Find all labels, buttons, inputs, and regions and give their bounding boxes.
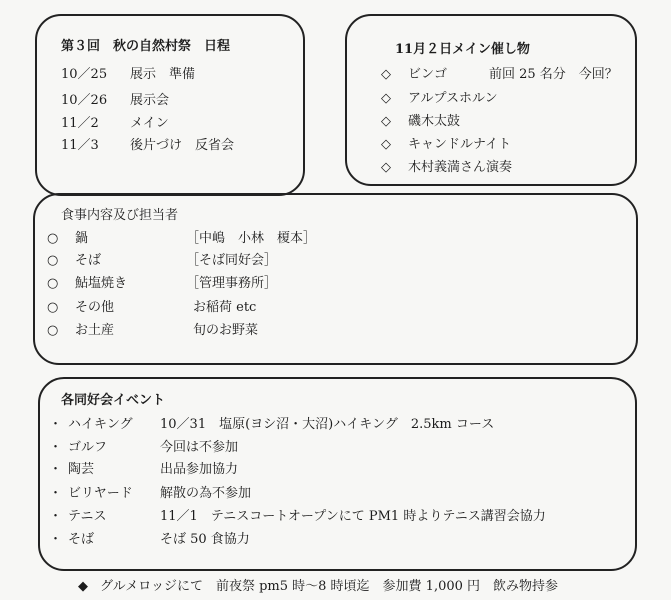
club-name: ビリヤード xyxy=(68,486,133,501)
main-event-note: 前回 25 名分 今回？ xyxy=(489,67,618,82)
food-item: そば xyxy=(75,253,102,268)
club-name: テニス xyxy=(68,509,107,524)
dot-bullet-icon: ・ xyxy=(49,486,63,501)
dot-bullet-icon: ・ xyxy=(49,462,63,477)
filled-diamond-icon: ◆ xyxy=(78,579,88,594)
footer-note: グルメロッジにて 前夜祭 pm5 時～8 時頃迄 参加費 1,000 円 飲み物持参 xyxy=(100,579,559,594)
main-event-item: 磯木太鼓 xyxy=(408,114,461,129)
food-person: ［管理事務所］ xyxy=(186,276,278,291)
food-person: お稲荷 etc xyxy=(193,300,257,315)
club-detail: 10／31 塩原(ヨシ沼・大沼)ハイキング 2.5km コース xyxy=(160,417,495,432)
circle-bullet-icon: ○ xyxy=(47,276,59,291)
club-name: そば xyxy=(68,532,95,547)
dot-bullet-icon: ・ xyxy=(49,440,63,455)
main-event-item: アルプスホルン xyxy=(408,91,498,106)
main-event-item: 木村義満さん演奏 xyxy=(408,160,513,175)
main-event-title: 11月２日メイン催し物 xyxy=(395,42,530,57)
schedule-date: 11／3 xyxy=(61,138,99,153)
food-title: 食事内容及び担当者 xyxy=(61,208,179,223)
food-item: 鮎塩焼き xyxy=(75,276,128,291)
dot-bullet-icon: ・ xyxy=(49,509,63,524)
food-person: ［そば同好会］ xyxy=(186,253,278,268)
club-detail: そば 50 食協力 xyxy=(160,532,250,547)
club-name: ゴルフ xyxy=(68,440,108,455)
club-detail: 解散の為不参加 xyxy=(160,486,252,501)
main-event-item: キャンドルナイト xyxy=(408,137,512,152)
dot-bullet-icon: ・ xyxy=(49,417,63,432)
food-person: 旬のお野菜 xyxy=(193,323,259,338)
diamond-bullet-icon: ◇ xyxy=(381,91,391,106)
food-item: その他 xyxy=(75,300,115,315)
schedule-event: 後片づけ 反省会 xyxy=(130,138,235,153)
schedule-date: 10／26 xyxy=(61,93,108,108)
circle-bullet-icon: ○ xyxy=(47,253,59,268)
schedule-event: 展示 準備 xyxy=(130,67,196,82)
club-name: 陶芸 xyxy=(68,462,95,477)
circle-bullet-icon: ○ xyxy=(47,231,59,246)
schedule-date: 10／25 xyxy=(61,67,108,82)
schedule-date: 11／2 xyxy=(61,116,99,131)
club-events-title: 各同好会イベント xyxy=(61,393,166,408)
schedule-event: メイン xyxy=(130,116,169,131)
main-event-item: ビンゴ xyxy=(408,67,448,82)
dot-bullet-icon: ・ xyxy=(49,532,63,547)
club-detail: 今回は不参加 xyxy=(160,440,239,455)
circle-bullet-icon: ○ xyxy=(47,323,59,338)
circle-bullet-icon: ○ xyxy=(47,300,59,315)
food-item: お土産 xyxy=(75,323,115,338)
food-person: ［中嶋 小林 榎本］ xyxy=(186,231,317,246)
diamond-bullet-icon: ◇ xyxy=(381,160,391,175)
club-detail: 出品参加協力 xyxy=(160,462,239,477)
diamond-bullet-icon: ◇ xyxy=(381,114,391,129)
schedule-title: 第３回 秋の自然村祭 日程 xyxy=(61,39,231,54)
food-item: 鍋 xyxy=(75,231,89,246)
club-detail: 11／1 テニスコートオープンにて PM1 時よりテニス講習会協力 xyxy=(160,509,546,524)
club-name: ハイキング xyxy=(68,417,133,432)
schedule-event: 展示会 xyxy=(130,93,170,108)
diamond-bullet-icon: ◇ xyxy=(381,137,391,152)
diamond-bullet-icon: ◇ xyxy=(381,67,391,82)
